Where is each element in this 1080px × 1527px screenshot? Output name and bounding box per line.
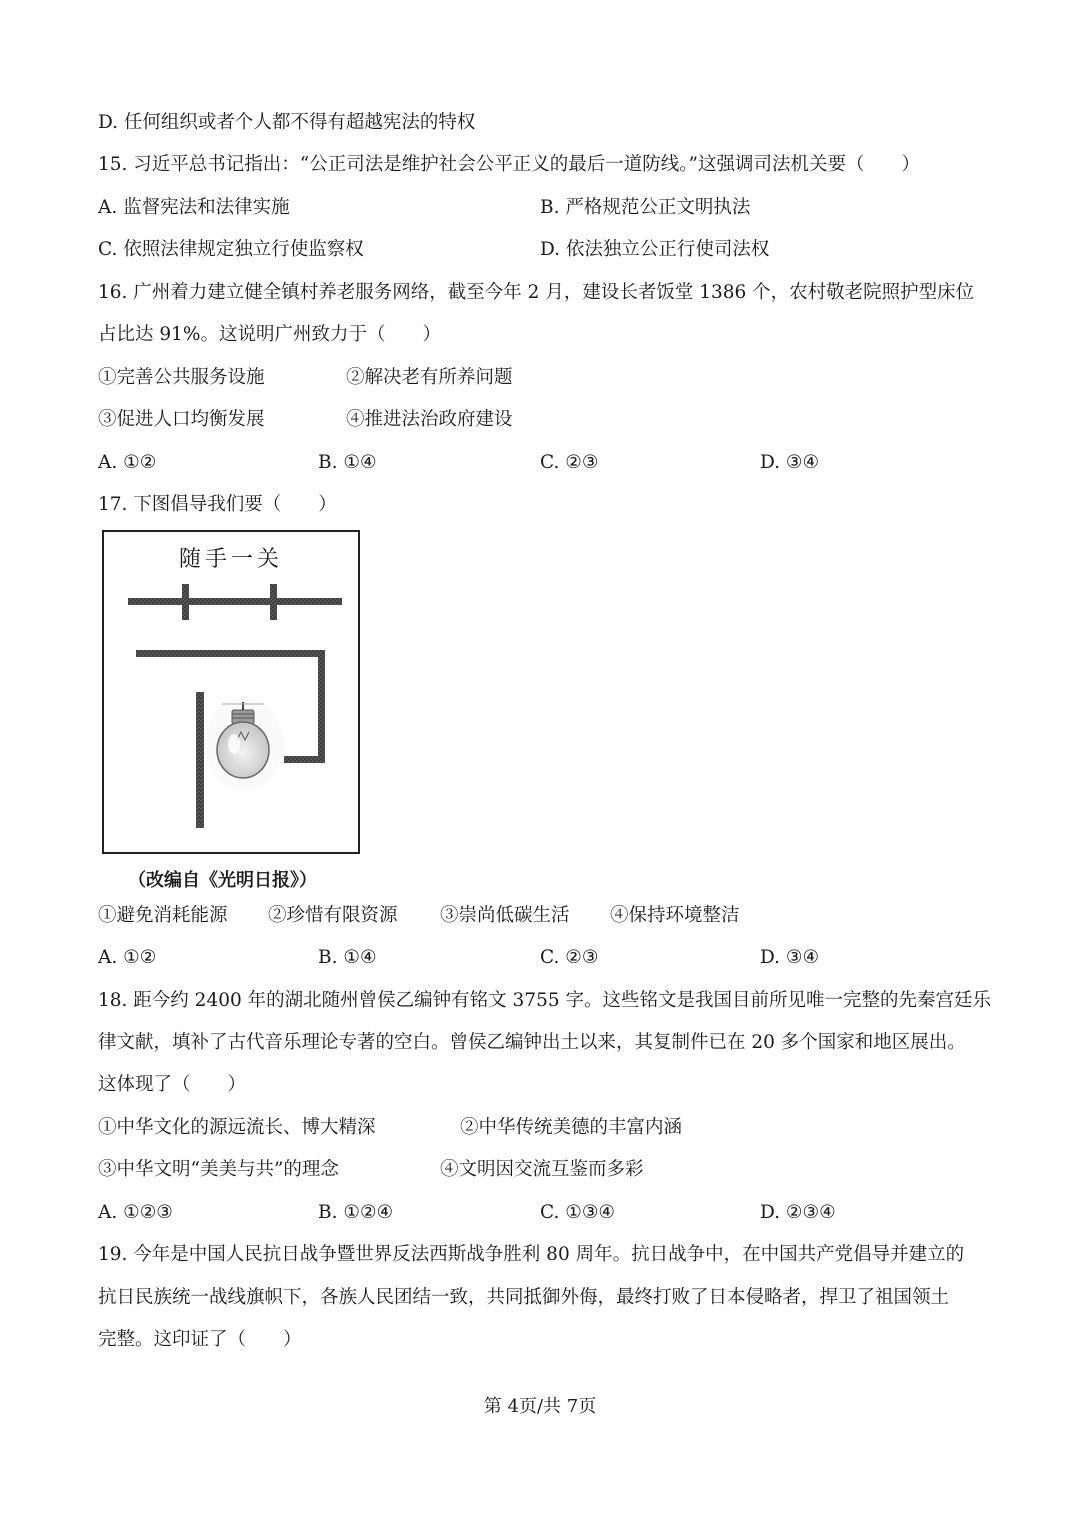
character-left-stroke [196, 692, 204, 828]
grass-radical-right-stroke [270, 584, 277, 620]
q15-option-b: B. 严格规范公正文明执法 [540, 197, 751, 218]
q18-option-d: D. ②③④ [760, 1202, 836, 1223]
q16-item-4: ④推进法治政府建设 [346, 409, 513, 430]
q15-option-a: A. 监督宪法和法律实施 [98, 197, 290, 218]
q17-cartoon-figure [102, 530, 360, 854]
q18-item-4: ④文明因交流互鉴而多彩 [440, 1159, 644, 1180]
character-top-bar [136, 650, 324, 657]
q18-option-b: B. ①②④ [318, 1202, 394, 1223]
light-switch-cartoon [104, 532, 358, 852]
q18-option-c: C. ①③④ [540, 1202, 616, 1223]
character-hook-stroke [284, 756, 325, 763]
q18-stem-line2: 律文献，填补了古代音乐理论专著的空白。曾侯乙编钟出土以来，其复制件已在 20 多个国家和地区展出。 [98, 1032, 966, 1053]
q16-item-3: ③促进人口均衡发展 [98, 409, 265, 430]
q17-stem: 17. 下图倡导我们要（ ） [98, 494, 337, 515]
q16-option-b: B. ①④ [318, 452, 377, 473]
q16-option-c: C. ②③ [540, 452, 599, 473]
q17-option-b: B. ①④ [318, 947, 377, 968]
q17-option-d: D. ③④ [760, 947, 820, 968]
q18-stem-line3: 这体现了（ ） [98, 1074, 247, 1095]
q16-stem-line2: 占比达 91%。这说明广州致力于（ ） [98, 324, 442, 345]
q18-item-1: ①中华文化的源远流长、博大精深 [98, 1117, 376, 1138]
q14-option-d: D. 任何组织或者个人都不得有超越宪法的特权 [98, 112, 476, 133]
q18-item-3: ③中华文明“美美与共”的理念 [98, 1159, 339, 1180]
grass-radical-bar [128, 598, 342, 605]
q19-stem-line1: 19. 今年是中国人民抗日战争暨世界反法西斯战争胜利 80 周年。抗日战争中，在中国共产党倡导并建立的 [98, 1244, 965, 1265]
q17-option-a: A. ①② [98, 947, 157, 968]
character-right-stroke [318, 650, 325, 762]
q19-stem-line2: 抗日民族统一战线旗帜下，各族人民团结一致，共同抵御外侮，最终打败了日本侵略者，捍卫了祖国领土 [98, 1287, 950, 1308]
q16-item-2: ②解决老有所养问题 [346, 367, 513, 388]
q15-stem: 15. 习近平总书记指出：“公正司法是维护社会公平正义的最后一道防线。”这强调司法机关要（ ） [98, 154, 920, 175]
q19-stem-line3: 完整。这印证了（ ） [98, 1329, 302, 1350]
q17-item-4: ④保持环境整洁 [610, 905, 740, 926]
figure-caption: （改编自《光明日报》） [128, 870, 317, 891]
q18-item-2: ②中华传统美德的丰富内涵 [460, 1117, 683, 1138]
q17-item-3: ③崇尚低碳生活 [440, 905, 570, 926]
q16-stem-line1: 16. 广州着力建立健全镇村养老服务网络，截至今年 2 月，建设长者饭堂 1386 个，农村敬老院照护型床位 [98, 282, 975, 303]
q17-item-2: ②珍惜有限资源 [268, 905, 398, 926]
q17-item-1: ①避免消耗能源 [98, 905, 228, 926]
q18-stem-line1: 18. 距今约 2400 年的湖北随州曾侯乙编钟有铭文 3755 字。这些铭文是我国目前所见唯一完整的先秦宫廷乐 [98, 990, 991, 1011]
q18-option-a: A. ①②③ [98, 1202, 173, 1223]
q15-option-d: D. 依法独立公正行使司法权 [540, 239, 770, 260]
grass-radical-left-stroke [182, 584, 189, 620]
q16-option-a: A. ①② [98, 452, 157, 473]
figure-title: 随手一关 [178, 547, 283, 572]
q16-option-d: D. ③④ [760, 452, 820, 473]
q17-option-c: C. ②③ [540, 947, 599, 968]
q16-item-1: ①完善公共服务设施 [98, 367, 265, 388]
q15-option-c: C. 依照法律规定独立行使监察权 [98, 239, 364, 260]
light-bulb-icon [204, 698, 284, 790]
page-number-footer: 第 4页/共 7页 [483, 1396, 597, 1417]
